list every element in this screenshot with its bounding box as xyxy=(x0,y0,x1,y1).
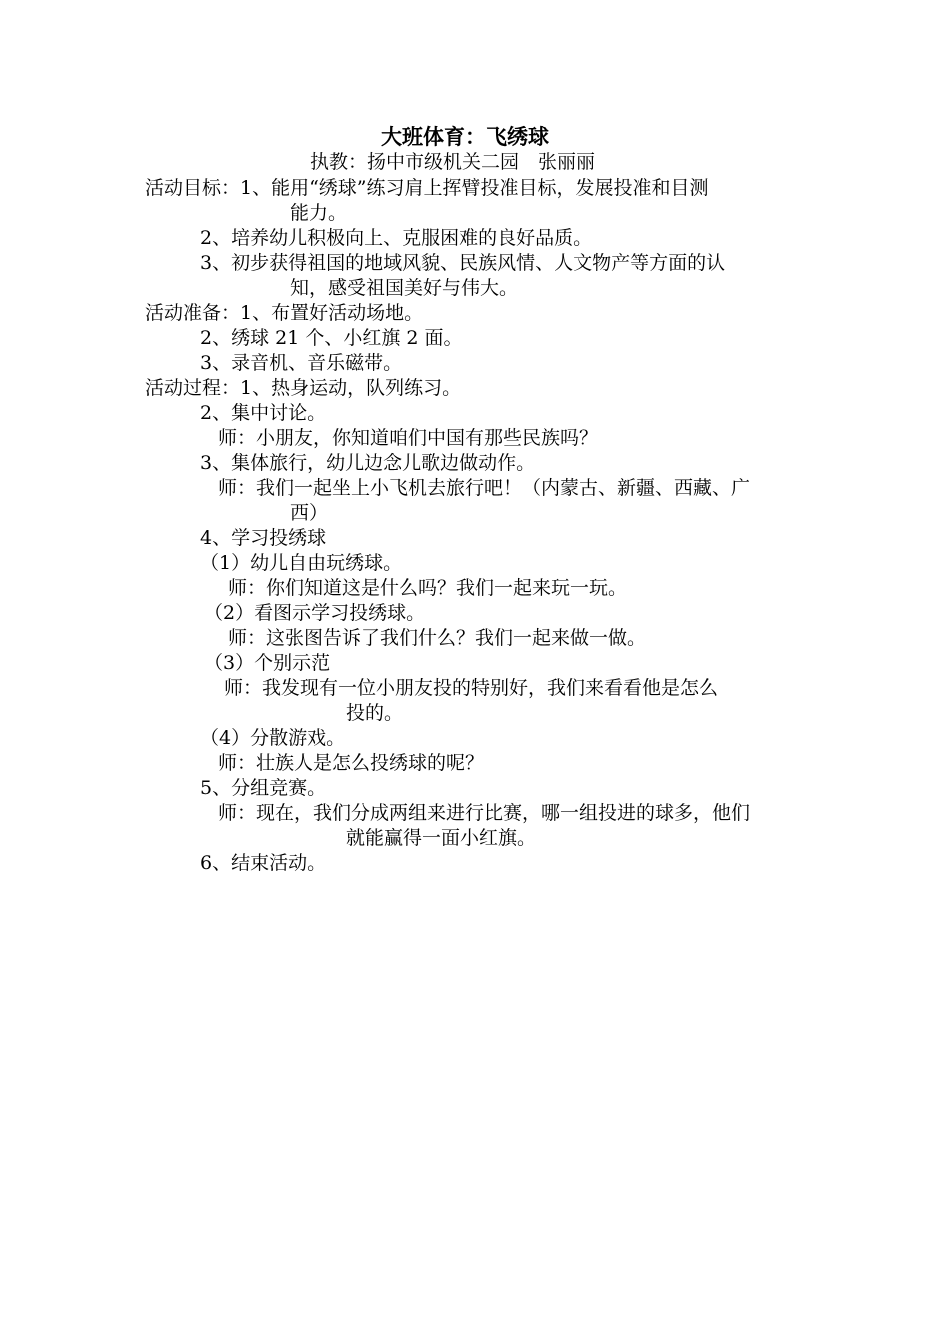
process-4-1-teacher: 师：你们知道这是什么吗？我们一起来玩一玩。 xyxy=(228,577,628,599)
process-6: 6、结束活动。 xyxy=(200,852,327,874)
goal-3: 3、初步获得祖国的地域风貌、民族风情、人文物产等方面的认 xyxy=(200,252,726,274)
goal-3-cont: 知，感受祖国美好与伟大。 xyxy=(290,277,519,299)
process-4-2-teacher: 师：这张图告诉了我们什么？我们一起来做一做。 xyxy=(228,627,647,649)
author-line: 执教：扬中市级机关二园 张丽丽 xyxy=(310,151,596,173)
process-3-teacher: 师：我们一起坐上小飞机去旅行吧！（内蒙古、新疆、西藏、广 xyxy=(218,477,751,499)
process-4-4-teacher: 师：壮族人是怎么投绣球的呢？ xyxy=(218,752,485,774)
process-3: 3、集体旅行，幼儿边念儿歌边做动作。 xyxy=(200,452,536,474)
process-2-teacher: 师：小朋友，你知道咱们中国有那些民族吗？ xyxy=(218,427,599,449)
prep-1: 活动准备：1、布置好活动场地。 xyxy=(145,302,424,324)
process-1: 活动过程：1、热身运动，队列练习。 xyxy=(145,377,462,399)
process-5-teacher: 师：现在，我们分成两组来进行比赛，哪一组投进的球多，他们 xyxy=(218,802,751,824)
process-4-3-teacher: 师：我发现有一位小朋友投的特别好，我们来看看他是怎么 xyxy=(224,677,719,699)
goal-2: 2、培养幼儿积极向上、克服困难的良好品质。 xyxy=(200,227,593,249)
prep-3: 3、录音机、音乐磁带。 xyxy=(200,352,403,374)
process-5-teacher-cont: 就能赢得一面小红旗。 xyxy=(346,827,537,849)
process-4-1: （1）幼儿自由玩绣球。 xyxy=(200,552,403,574)
process-4-3: （3）个别示范 xyxy=(204,652,331,674)
prep-2: 2、绣球 21 个、小红旗 2 面。 xyxy=(200,327,463,349)
process-4: 4、学习投绣球 xyxy=(200,527,327,549)
goal-1-cont: 能力。 xyxy=(290,202,348,224)
page-title: 大班体育：飞绣球 xyxy=(381,124,549,149)
process-3-teacher-cont: 西） xyxy=(290,502,329,524)
goal-1: 活动目标：1、能用“绣球”练习肩上挥臂投准目标，发展投准和目测 xyxy=(145,177,709,199)
process-5: 5、分组竞赛。 xyxy=(200,777,327,799)
process-4-3-teacher-cont: 投的。 xyxy=(346,702,404,724)
process-4-2: （2）看图示学习投绣球。 xyxy=(204,602,426,624)
process-4-4: （4）分散游戏。 xyxy=(200,727,346,749)
process-2: 2、集中讨论。 xyxy=(200,402,327,424)
